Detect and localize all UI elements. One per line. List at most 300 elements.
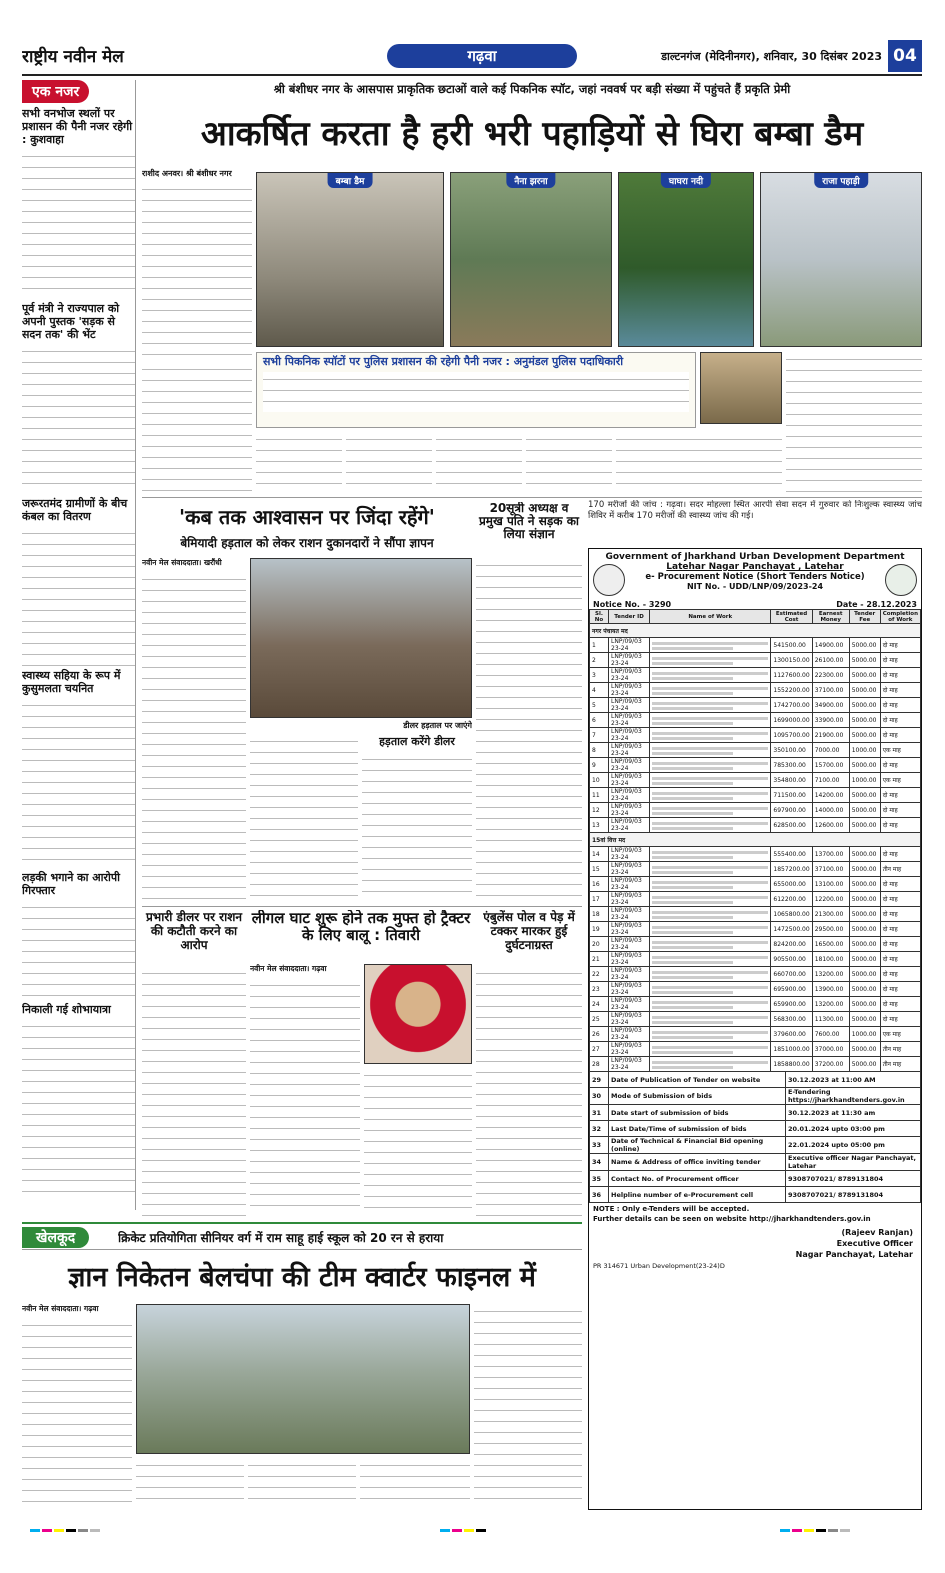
tender-row bbox=[590, 847, 921, 862]
tender-work bbox=[650, 1057, 771, 1072]
tender-work bbox=[650, 713, 771, 728]
tender-cost: 905500.00 bbox=[771, 952, 812, 967]
tender-id: LNP/09/03 23-24 bbox=[609, 638, 650, 653]
nagar-panchayat-logo-icon bbox=[885, 564, 917, 596]
tender-id: LNP/09/03 23-24 bbox=[609, 728, 650, 743]
tender-time: दो माह bbox=[880, 638, 920, 653]
tender-detail-row bbox=[590, 1072, 921, 1088]
tender-time: दो माह bbox=[880, 728, 920, 743]
tender-work bbox=[650, 952, 771, 967]
tender-fee: 5000.00 bbox=[849, 1042, 880, 1057]
detail-label: Helpline number of e-Procurement cell bbox=[609, 1187, 786, 1203]
signatory-title: Executive Officer bbox=[836, 1239, 913, 1248]
tender-fee: 1000.00 bbox=[849, 743, 880, 758]
tender-sl: 14 bbox=[590, 847, 609, 862]
dealer-body bbox=[142, 966, 246, 1216]
tender-sl: 19 bbox=[590, 922, 609, 937]
lead-headline: आकर्षित करता है हरी भरी पहाड़ियों से घिरा बम्बा डैम bbox=[200, 114, 864, 154]
dealer-headline: प्रभारी डीलर पर राशन की कटौती करने का आरोप bbox=[145, 910, 243, 952]
tender-time: दो माह bbox=[880, 698, 920, 713]
tender-work bbox=[650, 773, 771, 788]
tender-id: LNP/09/03 23-24 bbox=[609, 1027, 650, 1042]
tender-sl: 23 bbox=[590, 982, 609, 997]
tender-fee: 5000.00 bbox=[849, 683, 880, 698]
detail-value: E-Tendering https://jharkhandtenders.gov.in bbox=[786, 1088, 921, 1105]
tender-emd: 37000.00 bbox=[812, 1042, 849, 1057]
brand-name: राष्ट्रीय नवीन मेल bbox=[22, 47, 124, 67]
tender-notice-no: Notice No. - 3290 bbox=[593, 600, 672, 609]
sports-body-col3 bbox=[248, 1458, 356, 1504]
tender-row bbox=[590, 1057, 921, 1072]
tender-emd: 12200.00 bbox=[812, 892, 849, 907]
health-brief: 170 मरीजों की जांच : गढ़वा। सदर मोहल्ला स्थित आरपी सेवा सदन में गुरुवार को निःशुल्क स्वास्थ्य जांच शिविर में करीब 170 मरीजों की स्वास्थ्य जांच की गई। bbox=[588, 500, 922, 521]
tender-time: एक माह bbox=[880, 773, 920, 788]
tender-cost: 1851000.00 bbox=[771, 1042, 812, 1057]
tender-cost: 568300.00 bbox=[771, 1012, 812, 1027]
tender-time: दो माह bbox=[880, 892, 920, 907]
left-item-body bbox=[22, 344, 135, 494]
left-item-headline: जरूरतमंद ग्रामीणों के बीच कंबल का वितरण bbox=[22, 497, 128, 523]
tender-emd: 34900.00 bbox=[812, 698, 849, 713]
detail-label: Last Date/Time of submission of bids bbox=[609, 1121, 786, 1137]
detail-value: Executive officer Nagar Panchayat, Latehar bbox=[786, 1154, 921, 1171]
ration-side-headline: हड़ताल करेंगे डीलर bbox=[379, 735, 455, 748]
tender-fee: 5000.00 bbox=[849, 638, 880, 653]
tender-cost: 555400.00 bbox=[771, 847, 812, 862]
tender-cost: 612200.00 bbox=[771, 892, 812, 907]
tender-fee: 5000.00 bbox=[849, 1012, 880, 1027]
tender-id: LNP/09/03 23-24 bbox=[609, 698, 650, 713]
tender-work bbox=[650, 877, 771, 892]
left-item-headline: पूर्व मंत्री ने राज्यपाल को अपनी पुस्तक 'सड़क से सदन तक' की भेंट bbox=[22, 302, 120, 341]
sports-body-col4 bbox=[360, 1458, 470, 1504]
tender-time: दो माह bbox=[880, 982, 920, 997]
sutri-body bbox=[476, 558, 582, 902]
tender-detail-row bbox=[590, 1121, 921, 1137]
tender-work bbox=[650, 818, 771, 833]
photo-naina-jharna bbox=[450, 172, 612, 347]
tender-id: LNP/09/03 23-24 bbox=[609, 743, 650, 758]
tender-row bbox=[590, 743, 921, 758]
left-column-kicker: एक नजर bbox=[22, 80, 89, 103]
cricket-team-photo bbox=[136, 1304, 470, 1454]
tender-cost: 1552200.00 bbox=[771, 683, 812, 698]
tender-section-row bbox=[590, 833, 921, 847]
tender-details-table bbox=[589, 1071, 921, 1203]
tender-detail-row bbox=[590, 1088, 921, 1105]
tender-id: LNP/09/03 23-24 bbox=[609, 922, 650, 937]
tender-work bbox=[650, 982, 771, 997]
tender-id: LNP/09/03 23-24 bbox=[609, 952, 650, 967]
tender-cost: 1742700.00 bbox=[771, 698, 812, 713]
tender-cost: 655000.00 bbox=[771, 877, 812, 892]
tender-emd: 13200.00 bbox=[812, 967, 849, 982]
tender-id: LNP/09/03 23-24 bbox=[609, 907, 650, 922]
detail-label: Date start of submission of bids bbox=[609, 1105, 786, 1121]
left-item-body bbox=[22, 698, 135, 868]
sports-strap: क्रिकेट प्रतियोगिता सीनियर वर्ग में राम साहू हाई स्कूल को 20 रन से हराया bbox=[118, 1231, 444, 1245]
tender-work bbox=[650, 1012, 771, 1027]
tender-sl: 24 bbox=[590, 997, 609, 1012]
photo-label: नैना झरना bbox=[506, 173, 555, 188]
ration-headline: 'कब तक आश्वासन पर जिंदा रहेंगे' bbox=[179, 505, 435, 529]
tender-emd: 16500.00 bbox=[812, 937, 849, 952]
tender-emd: 37100.00 bbox=[812, 862, 849, 877]
jharkhand-emblem-icon bbox=[593, 564, 625, 596]
sports-body-col5 bbox=[474, 1304, 582, 1504]
tender-work bbox=[650, 922, 771, 937]
tender-row bbox=[590, 922, 921, 937]
section-name: गढ़वा bbox=[387, 44, 577, 68]
lead-body-col1b bbox=[142, 362, 252, 492]
tender-work bbox=[650, 803, 771, 818]
tender-emd: 11300.00 bbox=[812, 1012, 849, 1027]
tender-emd: 7000.00 bbox=[812, 743, 849, 758]
tender-time: दो माह bbox=[880, 922, 920, 937]
tender-emd: 12600.00 bbox=[812, 818, 849, 833]
tender-row bbox=[590, 907, 921, 922]
tender-work bbox=[650, 683, 771, 698]
tender-date: Date - 28.12.2023 bbox=[836, 600, 917, 609]
tender-emd: 21900.00 bbox=[812, 728, 849, 743]
tender-emd: 33900.00 bbox=[812, 713, 849, 728]
detail-sl: 31 bbox=[590, 1105, 609, 1121]
tender-fee: 5000.00 bbox=[849, 922, 880, 937]
tender-pr-no: PR 314671 Urban Development(23-24)D bbox=[593, 1262, 725, 1270]
tender-row bbox=[590, 683, 921, 698]
tender-work bbox=[650, 997, 771, 1012]
lead-strap: श्री बंशीधर नगर के आसपास प्राकृतिक छटाओं वाले कई पिकनिक स्पॉट, जहां नववर्ष पर बड़ी संख्या में पहुंचते हैं प्रकृति प्रेमी bbox=[273, 82, 791, 96]
tender-sl: 15 bbox=[590, 862, 609, 877]
sutri-headline: 20सूत्री अध्यक्ष व प्रमुख पति ने सड़क का लिया संज्ञान bbox=[478, 502, 580, 541]
tender-fee: 5000.00 bbox=[849, 788, 880, 803]
tender-sl: 12 bbox=[590, 803, 609, 818]
detail-value: 9308707021/ 8789131804 bbox=[786, 1187, 921, 1203]
tender-id: LNP/09/03 23-24 bbox=[609, 683, 650, 698]
tender-emd: 7100.00 bbox=[812, 773, 849, 788]
ration-subhead: बेमियादी हड़ताल को लेकर राशन दुकानदारों ने सौंपा ज्ञापन bbox=[180, 536, 434, 550]
tender-time: दो माह bbox=[880, 803, 920, 818]
col-header: Tender Fee bbox=[849, 610, 880, 624]
tender-fee: 5000.00 bbox=[849, 967, 880, 982]
tender-fee: 5000.00 bbox=[849, 937, 880, 952]
tender-id: LNP/09/03 23-24 bbox=[609, 997, 650, 1012]
tender-cost: 1095700.00 bbox=[771, 728, 812, 743]
tender-fee: 5000.00 bbox=[849, 907, 880, 922]
tender-time: दो माह bbox=[880, 847, 920, 862]
sports-byline: नवीन मेल संवाददाता। गढ़वा bbox=[22, 1304, 99, 1313]
tender-sl: 18 bbox=[590, 907, 609, 922]
tender-emd: 29500.00 bbox=[812, 922, 849, 937]
tender-cost: 1699000.00 bbox=[771, 713, 812, 728]
tender-row bbox=[590, 1027, 921, 1042]
tender-fee: 5000.00 bbox=[849, 728, 880, 743]
tender-time: दो माह bbox=[880, 758, 920, 773]
tender-cost: 695900.00 bbox=[771, 982, 812, 997]
tender-cost: 1300150.00 bbox=[771, 653, 812, 668]
masthead bbox=[22, 40, 922, 76]
tender-row bbox=[590, 937, 921, 952]
tender-cost: 1857200.00 bbox=[771, 862, 812, 877]
lead-body-col5 bbox=[526, 432, 612, 492]
left-item-body bbox=[22, 1019, 135, 1199]
tender-sl: 13 bbox=[590, 818, 609, 833]
ambulance-body bbox=[476, 966, 582, 1216]
tender-cost: 541500.00 bbox=[771, 638, 812, 653]
tender-sl: 9 bbox=[590, 758, 609, 773]
ration-byline: नवीन मेल संवाददाता। खरौंधी bbox=[142, 558, 222, 567]
tender-sl: 7 bbox=[590, 728, 609, 743]
tender-sl: 8 bbox=[590, 743, 609, 758]
tender-sl: 4 bbox=[590, 683, 609, 698]
sand-byline: नवीन मेल संवाददाता। गढ़वा bbox=[250, 964, 327, 973]
col-header: Tender ID bbox=[609, 610, 650, 624]
tender-id: LNP/09/03 23-24 bbox=[609, 847, 650, 862]
tender-row bbox=[590, 892, 921, 907]
tender-detail-row bbox=[590, 1105, 921, 1121]
tender-sl: 10 bbox=[590, 773, 609, 788]
tender-nit: NIT No. - UDD/LNP/09/2023-24 bbox=[686, 582, 824, 591]
tender-section-label: 15वां वित्त मद bbox=[590, 833, 921, 847]
detail-value: 20.01.2024 upto 03:00 pm bbox=[786, 1121, 921, 1137]
tender-row bbox=[590, 997, 921, 1012]
tender-section-row bbox=[590, 624, 921, 638]
tender-time: तीन माह bbox=[880, 862, 920, 877]
ambulance-headline: एंबुलेंस पोल व पेड़ में टक्कर मारकर हुई दुर्घटनाग्रस्त bbox=[483, 910, 575, 952]
tender-time: दो माह bbox=[880, 1012, 920, 1027]
tender-emd: 13100.00 bbox=[812, 877, 849, 892]
tender-id: LNP/09/03 23-24 bbox=[609, 773, 650, 788]
signatory-office: Nagar Panchayat, Latehar bbox=[795, 1250, 913, 1259]
tender-sl: 17 bbox=[590, 892, 609, 907]
tender-time: एक माह bbox=[880, 1027, 920, 1042]
tender-time: दो माह bbox=[880, 713, 920, 728]
tender-emd: 22300.00 bbox=[812, 668, 849, 683]
detail-value: 30.12.2023 at 11:00 AM bbox=[786, 1072, 921, 1088]
tender-emd: 21300.00 bbox=[812, 907, 849, 922]
lead-byline: राशीद अनवर। श्री बंशीधर नगर bbox=[142, 169, 232, 178]
tender-row bbox=[590, 788, 921, 803]
tender-office: Latehar Nagar Panchayat , Latehar bbox=[666, 562, 844, 572]
tender-detail-row bbox=[590, 1137, 921, 1154]
tender-sl: 5 bbox=[590, 698, 609, 713]
inset-headline: सभी पिकनिक स्पॉटों पर पुलिस प्रशासन की रहेगी पैनी नजर : अनुमंडल पुलिस पदाधिकारी bbox=[263, 355, 624, 368]
photo-label: बम्बा डैम bbox=[328, 173, 373, 188]
tender-row bbox=[590, 818, 921, 833]
tender-cost: 660700.00 bbox=[771, 967, 812, 982]
tender-row bbox=[590, 1012, 921, 1027]
tender-row bbox=[590, 638, 921, 653]
tender-row bbox=[590, 862, 921, 877]
tender-emd: 15700.00 bbox=[812, 758, 849, 773]
tender-cost: 379600.00 bbox=[771, 1027, 812, 1042]
ration-photo-caption: डीलर हड़ताल पर जाएंगे bbox=[403, 721, 472, 730]
tender-work bbox=[650, 892, 771, 907]
tender-id: LNP/09/03 23-24 bbox=[609, 818, 650, 833]
tender-title: e- Procurement Notice (Short Tenders Notice) bbox=[645, 572, 865, 582]
tender-fee: 5000.00 bbox=[849, 713, 880, 728]
inset-body bbox=[263, 372, 689, 412]
ration-body-col3 bbox=[362, 752, 472, 902]
lead-body-col1 bbox=[142, 182, 252, 358]
officer-photo bbox=[700, 352, 782, 424]
tender-emd: 7600.00 bbox=[812, 1027, 849, 1042]
tender-work bbox=[650, 728, 771, 743]
tender-work bbox=[650, 1042, 771, 1057]
dateline: डाल्टनगंज (मेदिनीनगर), शनिवार, 30 दिसंबर 2023 bbox=[661, 50, 882, 63]
tender-cost: 659900.00 bbox=[771, 997, 812, 1012]
tender-time: दो माह bbox=[880, 683, 920, 698]
tender-time: तीन माह bbox=[880, 1057, 920, 1072]
tender-time: दो माह bbox=[880, 788, 920, 803]
detail-sl: 34 bbox=[590, 1154, 609, 1171]
tender-id: LNP/09/03 23-24 bbox=[609, 892, 650, 907]
ration-body-col1 bbox=[142, 572, 246, 902]
tender-work bbox=[650, 653, 771, 668]
photo-bamba-dam bbox=[256, 172, 444, 347]
tender-cost: 1065800.00 bbox=[771, 907, 812, 922]
tender-row bbox=[590, 668, 921, 683]
tender-work bbox=[650, 967, 771, 982]
sports-body-col1 bbox=[22, 1318, 132, 1504]
tender-fee: 5000.00 bbox=[849, 877, 880, 892]
tender-fee: 5000.00 bbox=[849, 997, 880, 1012]
tender-time: तीन माह bbox=[880, 1042, 920, 1057]
tender-work bbox=[650, 788, 771, 803]
detail-sl: 33 bbox=[590, 1137, 609, 1154]
tender-row bbox=[590, 758, 921, 773]
tender-cost: 711500.00 bbox=[771, 788, 812, 803]
tender-row bbox=[590, 728, 921, 743]
tender-row bbox=[590, 698, 921, 713]
tender-id: LNP/09/03 23-24 bbox=[609, 862, 650, 877]
ration-photo bbox=[250, 558, 472, 718]
tender-notice bbox=[588, 548, 922, 1510]
tender-sl: 11 bbox=[590, 788, 609, 803]
tender-emd: 13200.00 bbox=[812, 997, 849, 1012]
sports-headline: ज्ञान निकेतन बेलचंपा की टीम क्वार्टर फाइनल में bbox=[68, 1262, 536, 1293]
tender-row bbox=[590, 803, 921, 818]
detail-value: 22.01.2024 upto 05:00 pm bbox=[786, 1137, 921, 1154]
tender-row bbox=[590, 967, 921, 982]
sports-kicker: खेलकूद bbox=[22, 1227, 89, 1248]
detail-value: 9308707021/ 8789131804 bbox=[786, 1171, 921, 1187]
tender-time: दो माह bbox=[880, 877, 920, 892]
detail-sl: 35 bbox=[590, 1171, 609, 1187]
tender-id: LNP/09/03 23-24 bbox=[609, 668, 650, 683]
photo-raja-pahadi bbox=[760, 172, 922, 347]
tender-work bbox=[650, 638, 771, 653]
detail-sl: 29 bbox=[590, 1072, 609, 1088]
tender-id: LNP/09/03 23-24 bbox=[609, 758, 650, 773]
tender-id: LNP/09/03 23-24 bbox=[609, 653, 650, 668]
divider bbox=[142, 906, 582, 907]
detail-value: 30.12.2023 at 11:30 am bbox=[786, 1105, 921, 1121]
tender-work bbox=[650, 847, 771, 862]
tender-sl: 25 bbox=[590, 1012, 609, 1027]
tender-emd: 13900.00 bbox=[812, 982, 849, 997]
tender-id: LNP/09/03 23-24 bbox=[609, 1012, 650, 1027]
tender-fee: 1000.00 bbox=[849, 773, 880, 788]
lead-body-col6 bbox=[786, 352, 922, 492]
tender-fee: 5000.00 bbox=[849, 952, 880, 967]
detail-label: Contact No. of Procurement officer bbox=[609, 1171, 786, 1187]
tender-time: एक माह bbox=[880, 743, 920, 758]
sand-headline: लीगल घाट शुरू होने तक मुफ्त हो ट्रैक्टर के लिए बालू : तिवारी bbox=[251, 910, 471, 944]
sand-body-col1 bbox=[250, 978, 360, 1216]
tender-time: दो माह bbox=[880, 952, 920, 967]
tender-table bbox=[589, 609, 921, 1072]
tender-work bbox=[650, 862, 771, 877]
tender-sl: 3 bbox=[590, 668, 609, 683]
sand-body-col2 bbox=[364, 1068, 472, 1216]
tender-time: दो माह bbox=[880, 818, 920, 833]
tender-time: दो माह bbox=[880, 967, 920, 982]
col-header: Completion of Work bbox=[880, 610, 920, 624]
tender-row bbox=[590, 653, 921, 668]
tender-work bbox=[650, 698, 771, 713]
registration-marks bbox=[780, 1522, 920, 1532]
tender-id: LNP/09/03 23-24 bbox=[609, 1042, 650, 1057]
left-item-body bbox=[22, 900, 135, 1000]
tiwari-photo bbox=[364, 964, 472, 1064]
tender-work bbox=[650, 758, 771, 773]
photo-label: घाघरा नदी bbox=[661, 173, 711, 188]
tender-detail-row bbox=[590, 1187, 921, 1203]
left-item-body bbox=[22, 149, 135, 299]
tender-time: दो माह bbox=[880, 937, 920, 952]
tender-fee: 5000.00 bbox=[849, 818, 880, 833]
left-item-headline: निकाली गई शोभायात्रा bbox=[22, 1003, 111, 1016]
tender-cost: 1858800.00 bbox=[771, 1057, 812, 1072]
tender-cost: 628500.00 bbox=[771, 818, 812, 833]
left-item-headline: स्वास्थ्य सहिया के रूप में कुसुमलता चयनित bbox=[22, 669, 121, 695]
tender-id: LNP/09/03 23-24 bbox=[609, 1057, 650, 1072]
tender-time: दो माह bbox=[880, 997, 920, 1012]
tender-sl: 21 bbox=[590, 952, 609, 967]
tender-fee: 5000.00 bbox=[849, 653, 880, 668]
tender-work bbox=[650, 907, 771, 922]
tender-section-label: नगर पंचायत मद bbox=[590, 624, 921, 638]
tender-fee: 5000.00 bbox=[849, 892, 880, 907]
tender-emd: 14200.00 bbox=[812, 788, 849, 803]
tender-time: दो माह bbox=[880, 668, 920, 683]
tender-fee: 5000.00 bbox=[849, 847, 880, 862]
registration-marks bbox=[30, 1522, 170, 1532]
tender-row bbox=[590, 1042, 921, 1057]
tender-time: दो माह bbox=[880, 907, 920, 922]
sports-body-col2 bbox=[136, 1458, 244, 1504]
tender-row bbox=[590, 877, 921, 892]
tender-work bbox=[650, 668, 771, 683]
lead-body-col2 bbox=[256, 432, 342, 492]
tender-work bbox=[650, 1027, 771, 1042]
tender-sl: 1 bbox=[590, 638, 609, 653]
tender-id: LNP/09/03 23-24 bbox=[609, 713, 650, 728]
tender-sl: 28 bbox=[590, 1057, 609, 1072]
tender-emd: 37100.00 bbox=[812, 683, 849, 698]
tender-id: LNP/09/03 23-24 bbox=[609, 803, 650, 818]
tender-fee: 1000.00 bbox=[849, 1027, 880, 1042]
divider bbox=[142, 497, 922, 498]
col-header: Name of Work bbox=[650, 610, 771, 624]
tender-detail-row bbox=[590, 1154, 921, 1171]
tender-id: LNP/09/03 23-24 bbox=[609, 982, 650, 997]
tender-id: LNP/09/03 23-24 bbox=[609, 877, 650, 892]
tender-row bbox=[590, 982, 921, 997]
col-header: Sl. No bbox=[590, 610, 609, 624]
detail-label: Mode of Submission of bids bbox=[609, 1088, 786, 1105]
